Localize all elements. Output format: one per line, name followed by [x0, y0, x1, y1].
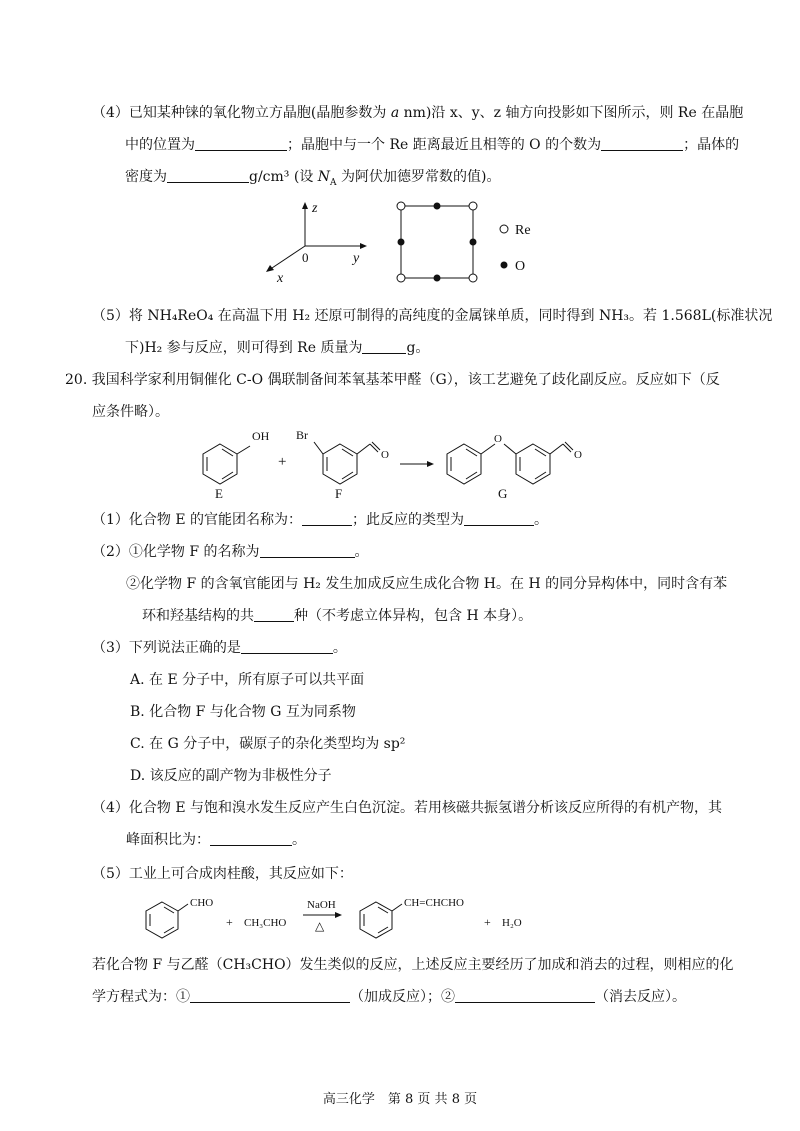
answer-blank[interactable]	[362, 339, 406, 354]
page-footer: 高三化学 第 8 页 共 8 页	[322, 1092, 478, 1107]
bromo-label: Br	[296, 428, 308, 442]
compound-F-label: F	[335, 486, 343, 501]
plus-sign: +	[484, 915, 491, 929]
final-text: （加成反应）；②	[350, 989, 455, 1005]
q20-p1-text: 。	[534, 512, 549, 528]
avogadro-subscript: A	[330, 177, 337, 188]
q20-intro-line1: 20. 我国科学家利用铜催化 C-O 偶联制备间苯氧基苯甲醛（G），该工艺避免了歧化副反应。反应如下（反	[65, 372, 720, 388]
q19-p4-text: nm)沿 x、y、z 轴方向投影如下图所示，则 Re 在晶胞	[399, 105, 744, 121]
q19-p4-line1	[92, 103, 743, 123]
legend-re-icon	[500, 225, 508, 233]
plus-sign: +	[278, 454, 287, 470]
q20-p3-text: （3）下列说法正确的是	[92, 640, 241, 656]
benzene-ring-icon	[516, 444, 550, 484]
q19-p4-text: 密度为	[125, 169, 167, 185]
answer-blank[interactable]	[260, 543, 355, 558]
o-atom	[398, 239, 405, 246]
option-D[interactable]: D. 该反应的副产物为非极性分子	[130, 768, 332, 784]
compound-E-label: E	[215, 486, 223, 501]
q19-p5-text: g。	[406, 340, 430, 356]
legend-o-icon	[501, 262, 508, 269]
q20-p4-line1: （4）化合物 E 与饱和溴水发生反应产生白色沉淀。若用核磁共振氢谱分析该反应所得的有机产物，其	[92, 800, 723, 816]
re-atom	[397, 202, 405, 210]
answer-blank[interactable]	[241, 639, 333, 654]
benzene-ring-icon	[203, 444, 237, 484]
q20-p1	[92, 510, 548, 530]
q19-p4-line3	[125, 167, 500, 193]
density-unit: g/cm³	[249, 169, 290, 185]
option-A[interactable]: A. 在 E 分子中，所有原子可以共平面	[130, 672, 365, 688]
re-atom	[397, 274, 405, 282]
z-axis-label: z	[312, 201, 318, 216]
aldehyde-o-label: O	[574, 449, 582, 461]
lattice-param: a	[390, 105, 400, 121]
aldehyde-o-label: O	[381, 449, 389, 461]
option-C[interactable]: C. 在 G 分子中，碳原子的杂化类型均为 sp²	[130, 736, 406, 752]
q19-p5-text: 下)H₂ 参与反应，则可得到 Re 质量为	[125, 340, 363, 356]
q19-p4-text: 为阿伏加德罗常数的值)。	[336, 169, 501, 185]
q19-p5-line1: （5）将 NH₄ReO₄ 在高温下用 H₂ 还原可制得的高纯度的金属铼单质，同时得到 NH₃。若 1.568L(标准状况	[92, 308, 773, 324]
benzene-ring-icon	[323, 444, 357, 484]
x-axis-label: x	[277, 271, 284, 286]
q20-p3	[92, 638, 347, 658]
answer-blank[interactable]	[254, 607, 294, 622]
re-atom	[469, 274, 477, 282]
o-atom	[434, 203, 441, 210]
q20-p5: （5）工业上可合成肉桂酸，其反应如下：	[92, 866, 353, 882]
q20-p1-text: ；此反应的类型为	[352, 512, 465, 528]
q20-p4-text: 峰面积比为：	[126, 832, 210, 848]
benzene-ring-icon	[146, 902, 178, 938]
q19-p4-text: ；晶体的	[683, 137, 740, 153]
final-text: 学方程式为：①	[92, 989, 190, 1005]
o-atom	[434, 275, 441, 282]
benzene-ring-icon	[447, 444, 481, 484]
final-text: （消去反应）。	[595, 989, 686, 1005]
ether-o-label: O	[494, 433, 502, 445]
q20-p2-text: （2）①化学物 F 的名称为	[92, 544, 260, 560]
water-label: H₂O	[502, 917, 522, 929]
answer-blank[interactable]	[601, 136, 683, 151]
q20-p2-2-line1: ②化学物 F 的含氧官能团与 H₂ 发生加成反应生成化合物 H。在 H 的同分异构体中，同时含有苯	[126, 576, 728, 592]
q20-p4-line2	[126, 830, 306, 850]
q20-p2-text: 。	[354, 544, 369, 560]
y-axis-label: y	[353, 251, 360, 266]
answer-blank[interactable]	[455, 988, 595, 1003]
o-atom	[470, 239, 477, 246]
q20-p1-text: （1）化合物 E 的官能团名称为：	[92, 512, 303, 528]
hydroxyl-label: OH	[252, 429, 270, 443]
final-line2	[92, 987, 686, 1007]
q19-p5-line2	[125, 338, 429, 358]
cell-projection-square	[401, 206, 473, 278]
legend-o-label: O	[515, 259, 526, 274]
q19-p4-text: ；晶胞中与一个 Re 距离最近且相等的 O 的个数为	[287, 137, 602, 153]
naoh-label: NaOH	[307, 899, 336, 911]
re-atom	[469, 202, 477, 210]
q19-p4-text: (设	[289, 169, 318, 185]
cho-label: CHO	[190, 897, 214, 909]
plus-sign: +	[226, 915, 233, 929]
final-line1: 若化合物 F 与乙醛（CH₃CHO）发生类似的反应，上述反应主要经历了加成和消去的过程，则相应的化	[92, 957, 734, 973]
q20-p2-text: 种（不考虑立体异构，包含 H 本身）。	[294, 608, 533, 624]
q20-p4-text: 。	[292, 832, 306, 848]
answer-blank[interactable]	[190, 988, 350, 1003]
option-B[interactable]: B. 化合物 F 与化合物 G 互为同系物	[130, 704, 356, 720]
q20-p2-2-line2	[142, 606, 532, 626]
heat-label: △	[315, 919, 325, 933]
acetaldehyde-label: CH₃CHO	[244, 917, 287, 929]
q19-p4-text: 中的位置为	[125, 137, 195, 153]
answer-blank[interactable]	[210, 831, 292, 846]
cinnamaldehyde-chain-label: CH=CHCHO	[404, 897, 464, 909]
origin-label: 0	[302, 250, 309, 265]
benzene-ring-icon	[360, 902, 392, 938]
cinnamaldehyde-reaction	[140, 890, 560, 952]
answer-blank[interactable]	[195, 136, 287, 151]
q20-p3-text: 。	[332, 640, 347, 656]
q19-p4-text: （4）已知某种铼的氧化物立方晶胞(晶胞参数为	[92, 105, 391, 121]
q19-p4-line2	[125, 135, 739, 155]
q20-p2-text: 环和羟基结构的共	[142, 608, 254, 624]
reaction-scheme	[180, 422, 640, 502]
crystal-projection-figure	[255, 198, 565, 290]
q20-intro-line2: 应条件略）。	[92, 404, 169, 420]
avogadro-symbol: N	[317, 169, 331, 185]
q20-p2	[92, 542, 369, 562]
answer-blank[interactable]	[464, 511, 534, 526]
answer-blank[interactable]	[302, 511, 352, 526]
legend-re-label: Re	[515, 223, 531, 238]
answer-blank[interactable]	[167, 168, 249, 183]
compound-G-label: G	[498, 486, 508, 501]
